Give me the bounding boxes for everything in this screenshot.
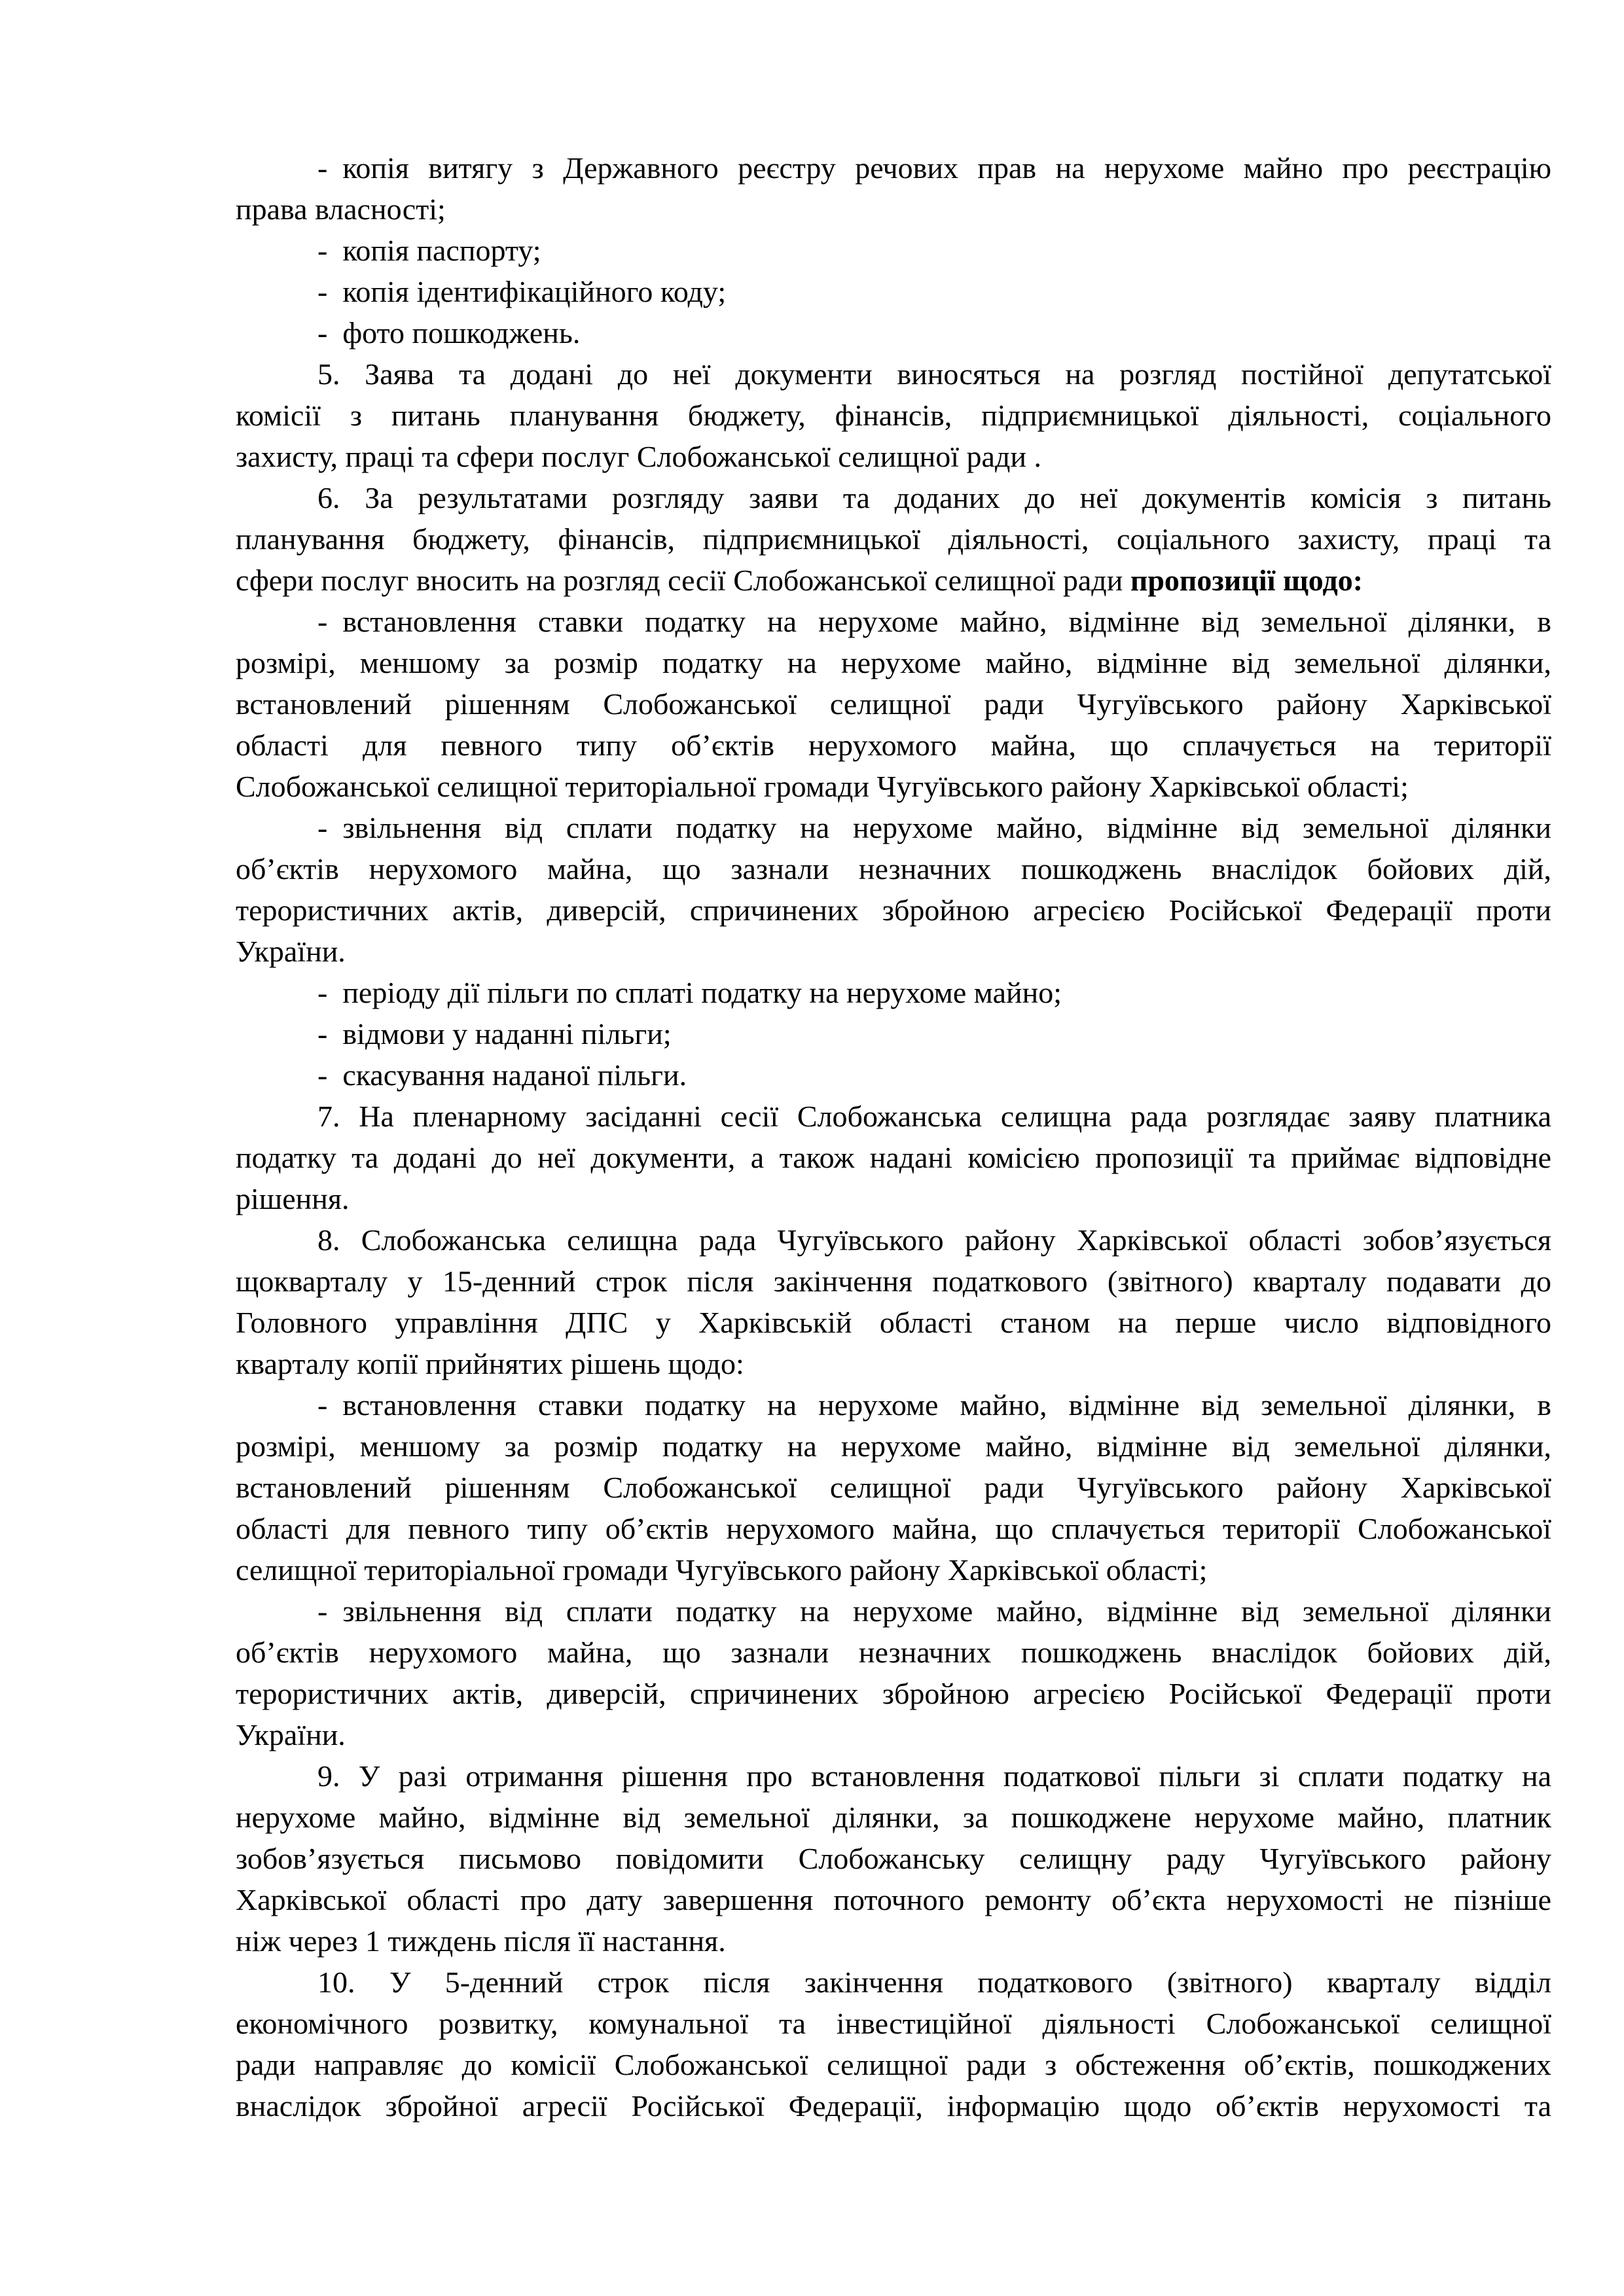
text-line xyxy=(236,1879,1551,1920)
text-segment: - встановлення ставки податку на нерухоме майно, відмінне від земельної ділянки, в xyxy=(317,1388,1551,1422)
text-line xyxy=(236,1714,1551,1755)
text-segment: ніж через 1 тиждень після її настання. xyxy=(236,1924,726,1958)
text-line xyxy=(236,2044,1551,2085)
text-segment: податку та додані до неї документи, а також надані комісією пропозиції та приймає відповідне xyxy=(236,1141,1551,1174)
text-segment: - фото пошкоджень. xyxy=(317,316,581,350)
text-segment: економічного розвитку, комунальної та інвестиційної діяльності Слобожанської селищної xyxy=(236,2007,1551,2040)
text-segment: рішення. xyxy=(236,1182,350,1215)
text-line xyxy=(236,931,1551,972)
text-line xyxy=(236,1261,1551,1302)
text-line xyxy=(236,972,1551,1013)
text-segment: встановлений рішенням Слобожанської селищної ради Чугуївського району Харківської xyxy=(236,1471,1551,1504)
text-segment: селищної територіальної громади Чугуївського району Харківської області; xyxy=(236,1553,1208,1587)
text-line xyxy=(236,1302,1551,1343)
text-line xyxy=(236,395,1551,436)
text-segment: розмірі, меншому за розмір податку на нерухоме майно, відмінне від земельної ділянки, xyxy=(236,1429,1551,1463)
text-segment: України. xyxy=(236,1718,346,1751)
text-segment: зобов’язується письмово повідомити Слобожанську селищну раду Чугуївського району xyxy=(236,1842,1551,1875)
text-segment: - копія ідентифікаційного коду; xyxy=(317,275,727,308)
text-line xyxy=(236,1096,1551,1137)
text-segment: - встановлення ставки податку на нерухоме майно, відмінне від земельної ділянки, в xyxy=(317,605,1551,638)
text-line xyxy=(236,436,1551,477)
bold-text: пропозиції щодо: xyxy=(1130,564,1363,597)
text-segment: - звільнення від сплати податку на нерухоме майно, відмінне від земельної ділянки xyxy=(317,811,1551,844)
text-segment: ради направляє до комісії Слобожанської селищної ради з обстеження об’єктів, пошкоджених xyxy=(236,2048,1551,2081)
text-line xyxy=(236,1343,1551,1384)
text-line xyxy=(236,1384,1551,1426)
text-segment: 7. На пленарному засіданні сесії Слобожанська селищна рада розглядає заяву платника xyxy=(317,1100,1551,1133)
text-segment: внаслідок збройної агресії Російської Федерації, інформацію щодо об’єктів нерухомості та xyxy=(236,2089,1551,2123)
text-segment: - звільнення від сплати податку на нерухоме майно, відмінне від земельної ділянки xyxy=(317,1594,1551,1628)
text-line xyxy=(236,353,1551,395)
text-segment: 10. У 5-денний строк після закінчення податкового (звітного) кварталу відділ xyxy=(317,1965,1551,1999)
text-line xyxy=(236,683,1551,725)
text-segment: 8. Слобожанська селищна рада Чугуївського району Харківської області зобов’язується xyxy=(317,1223,1551,1257)
text-line xyxy=(236,1920,1551,1962)
text-segment: об’єктів нерухомого майна, що зазнали незначних пошкоджень внаслідок бойових дій, xyxy=(236,852,1551,886)
text-segment: захисту, праці та сфери послуг Слобожанської селищної ради . xyxy=(236,440,1041,473)
text-segment: планування бюджету, фінансів, підприємницької діяльності, соціального захисту, праці та xyxy=(236,522,1551,556)
text-segment: - відмови у наданні пільги; xyxy=(317,1017,672,1050)
text-line xyxy=(236,1962,1551,2003)
text-line xyxy=(236,1013,1551,1054)
text-segment: - копія витягу з Державного реєстру речових прав на нерухоме майно про реєстрацію xyxy=(317,151,1551,185)
text-line xyxy=(236,1755,1551,1797)
text-segment: розмірі, меншому за розмір податку на нерухоме майно, відмінне від земельної ділянки, xyxy=(236,646,1551,679)
text-line xyxy=(236,230,1551,271)
text-line xyxy=(236,766,1551,807)
text-segment: 5. Заява та додані до неї документи виносяться на розгляд постійної депутатської xyxy=(317,357,1551,391)
text-segment: Харківської області про дату завершення поточного ремонту об’єкта нерухомості не пізніше xyxy=(236,1883,1551,1916)
text-line xyxy=(236,1797,1551,1838)
text-segment: області для певного типу об’єктів нерухомого майна, що сплачується території Слобожанської xyxy=(236,1512,1551,1545)
text-line xyxy=(236,725,1551,766)
text-line xyxy=(236,1673,1551,1714)
text-segment: сфери послуг вносить на розгляд сесії Слобожанської селищної ради xyxy=(236,564,1130,597)
text-segment: щокварталу у 15-денний строк після закінчення податкового (звітного) кварталу подавати до xyxy=(236,1265,1551,1298)
text-line xyxy=(236,1838,1551,1879)
text-line xyxy=(236,271,1551,312)
text-segment: нерухоме майно, відмінне від земельної ділянки, за пошкоджене нерухоме майно, платник xyxy=(236,1801,1551,1834)
text-segment: Слобожанської селищної територіальної громади Чугуївського району Харківської області; xyxy=(236,770,1409,803)
text-segment: - скасування наданої пільги. xyxy=(317,1058,687,1092)
text-line xyxy=(236,1467,1551,1508)
text-line xyxy=(236,2003,1551,2044)
text-segment: об’єктів нерухомого майна, що зазнали незначних пошкоджень внаслідок бойових дій, xyxy=(236,1636,1551,1669)
text-segment: Головного управління ДПС у Харківській області станом на перше число відповідного xyxy=(236,1306,1551,1339)
text-line xyxy=(236,848,1551,889)
text-segment: терористичних актів, диверсій, спричинених збройною агресією Російської Федерації проти xyxy=(236,893,1551,927)
text-segment: області для певного типу об’єктів нерухомого майна, що сплачується на території xyxy=(236,728,1551,762)
text-line xyxy=(236,1632,1551,1673)
text-segment: - копія паспорту; xyxy=(317,234,541,267)
text-line xyxy=(236,1178,1551,1219)
text-line xyxy=(236,312,1551,353)
text-line xyxy=(236,2085,1551,2126)
text-segment: 9. У разі отримання рішення про встановлення податкової пільги зі сплати податку на xyxy=(317,1759,1551,1793)
text-line xyxy=(236,518,1551,560)
text-line xyxy=(236,560,1551,601)
text-segment: терористичних актів, диверсій, спричинених збройною агресією Російської Федерації проти xyxy=(236,1677,1551,1710)
text-line xyxy=(236,1426,1551,1467)
text-line xyxy=(236,147,1551,188)
text-line xyxy=(236,1508,1551,1549)
text-line xyxy=(236,642,1551,683)
text-line xyxy=(236,1219,1551,1261)
text-line xyxy=(236,1137,1551,1178)
text-segment: - періоду дії пільги по сплаті податку на нерухоме майно; xyxy=(317,976,1062,1009)
text-segment: кварталу копії прийнятих рішень щодо: xyxy=(236,1347,744,1380)
text-line xyxy=(236,889,1551,931)
text-line xyxy=(236,188,1551,230)
text-segment: 6. За результатами розгляду заяви та доданих до неї документів комісія з питань xyxy=(317,481,1551,514)
text-line xyxy=(236,807,1551,848)
document-body xyxy=(236,147,1551,2126)
text-line xyxy=(236,1054,1551,1096)
text-line xyxy=(236,1549,1551,1590)
text-line xyxy=(236,601,1551,642)
text-line xyxy=(236,477,1551,518)
text-segment: України. xyxy=(236,935,346,968)
text-segment: комісії з питань планування бюджету, фінансів, підприємницької діяльності, соціального xyxy=(236,399,1551,432)
text-segment: встановлений рішенням Слобожанської селищної ради Чугуївського району Харківської xyxy=(236,687,1551,721)
text-segment: права власності; xyxy=(236,192,446,226)
text-line xyxy=(236,1590,1551,1632)
